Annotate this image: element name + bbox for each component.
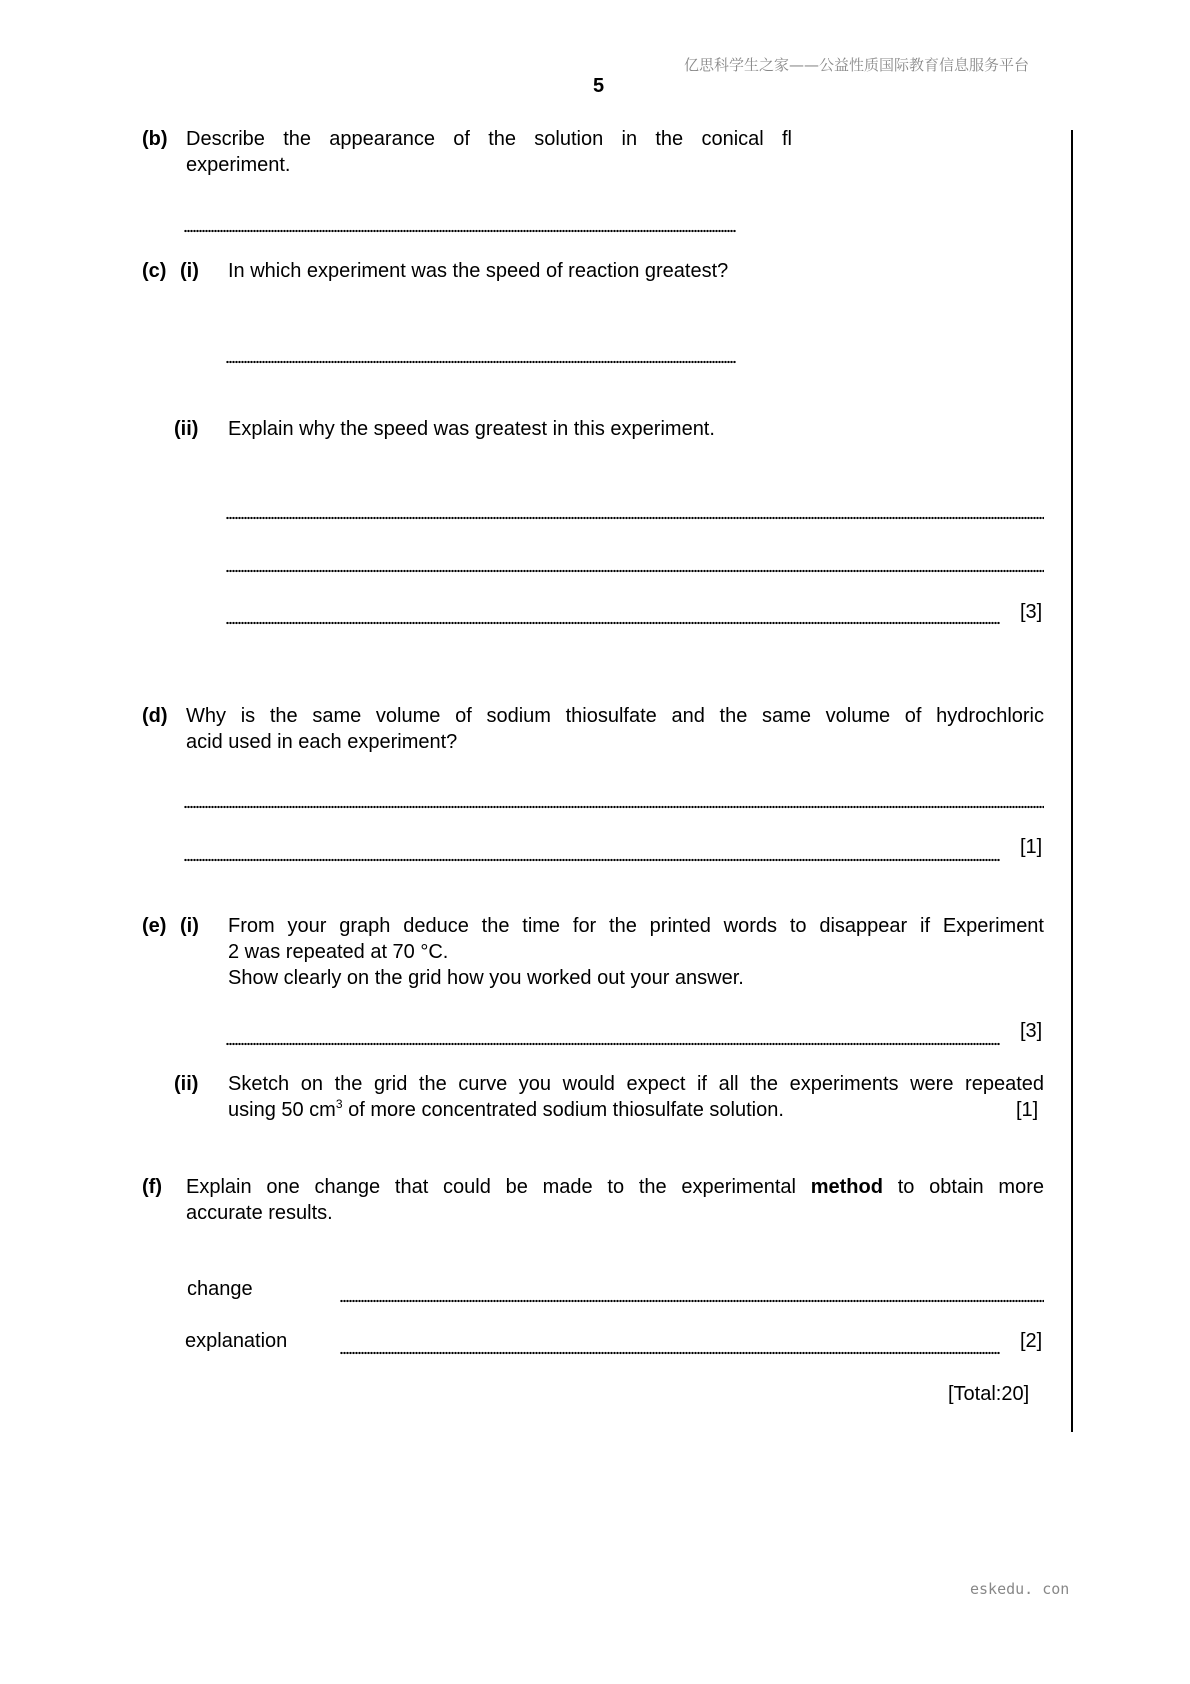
question-c-ii-label: (ii) [174, 418, 199, 440]
question-f-text-post: to obtain more [897, 1176, 1044, 1198]
total-marks: [Total:20] [948, 1383, 1030, 1405]
footer-url: eskedu. con [970, 1580, 1070, 1598]
answer-line-d-2[interactable] [184, 858, 1000, 862]
answer-line-f-change[interactable] [340, 1299, 1044, 1303]
question-f-label: (f) [142, 1176, 162, 1198]
question-c-ii-text: Explain why the speed was greatest in this experiment. [228, 418, 715, 440]
question-d-text-line2: acid used in each experiment? [186, 731, 458, 753]
marks-e-i: [3] [1020, 1020, 1043, 1042]
question-e-ii-text-line2 [228, 1097, 784, 1123]
marks-c: [3] [1020, 601, 1043, 623]
marks-f: [2] [1020, 1330, 1043, 1352]
margin-rule [1071, 130, 1073, 1432]
question-d-label: (d) [142, 705, 168, 727]
question-b-label: (b) [142, 128, 168, 150]
question-c-i-text: In which experiment was the speed of reaction greatest? [228, 260, 729, 282]
answer-line-e-i[interactable] [226, 1042, 1000, 1046]
marks-d: [1] [1020, 836, 1043, 858]
question-e-i-text-line2: 2 was repeated at 70 °C. [228, 941, 449, 963]
question-e-ii-text-post: of more concentrated sodium thiosulfate solution. [342, 1099, 784, 1121]
question-e-ii-text-pre: using 50 cm [228, 1099, 336, 1121]
answer-line-c-i[interactable] [226, 360, 736, 364]
superscript-three: 3 [335, 1097, 343, 1111]
question-f-text-line2: accurate results. [186, 1202, 333, 1224]
answer-line-c-ii-1[interactable] [226, 516, 1044, 520]
marks-e-ii: [1] [1016, 1099, 1039, 1121]
answer-line-c-ii-3[interactable] [226, 621, 1000, 625]
answer-line-c-ii-2[interactable] [226, 569, 1044, 573]
question-e-label: (e) [142, 915, 167, 937]
question-b-text-line2: experiment. [186, 154, 291, 176]
question-f-method: method [810, 1176, 883, 1198]
question-f-text-pre: Explain one change that could be made to the experimental [186, 1176, 796, 1198]
page-number: 5 [593, 75, 605, 97]
answer-line-b[interactable] [184, 229, 736, 233]
answer-line-d-1[interactable] [184, 805, 1044, 809]
question-e-i-text-line3: Show clearly on the grid how you worked out your answer. [228, 967, 744, 989]
question-c-label: (c) [142, 260, 167, 282]
question-f-text-line1 [186, 1174, 1044, 1200]
answer-line-f-explanation[interactable] [340, 1351, 1000, 1355]
question-b-text-line1: Describe the appearance of the solution in the conical fl [186, 128, 792, 150]
question-c-i-label: (i) [180, 260, 199, 282]
explanation-label: explanation [185, 1330, 288, 1352]
question-e-i-text-line1: From your graph deduce the time for the printed words to disappear if Experiment [228, 915, 1044, 937]
question-e-ii-label: (ii) [174, 1073, 199, 1095]
change-label: change [187, 1278, 253, 1300]
question-e-ii-text-line1: Sketch on the grid the curve you would expect if all the experiments were repeated [228, 1073, 1044, 1095]
watermark-header: 亿思科学生之家——公益性质国际教育信息服务平台 [684, 56, 1030, 74]
question-e-i-label: (i) [180, 915, 199, 937]
question-d-text-line1: Why is the same volume of sodium thiosulfate and the same volume of hydrochloric [186, 705, 1044, 727]
